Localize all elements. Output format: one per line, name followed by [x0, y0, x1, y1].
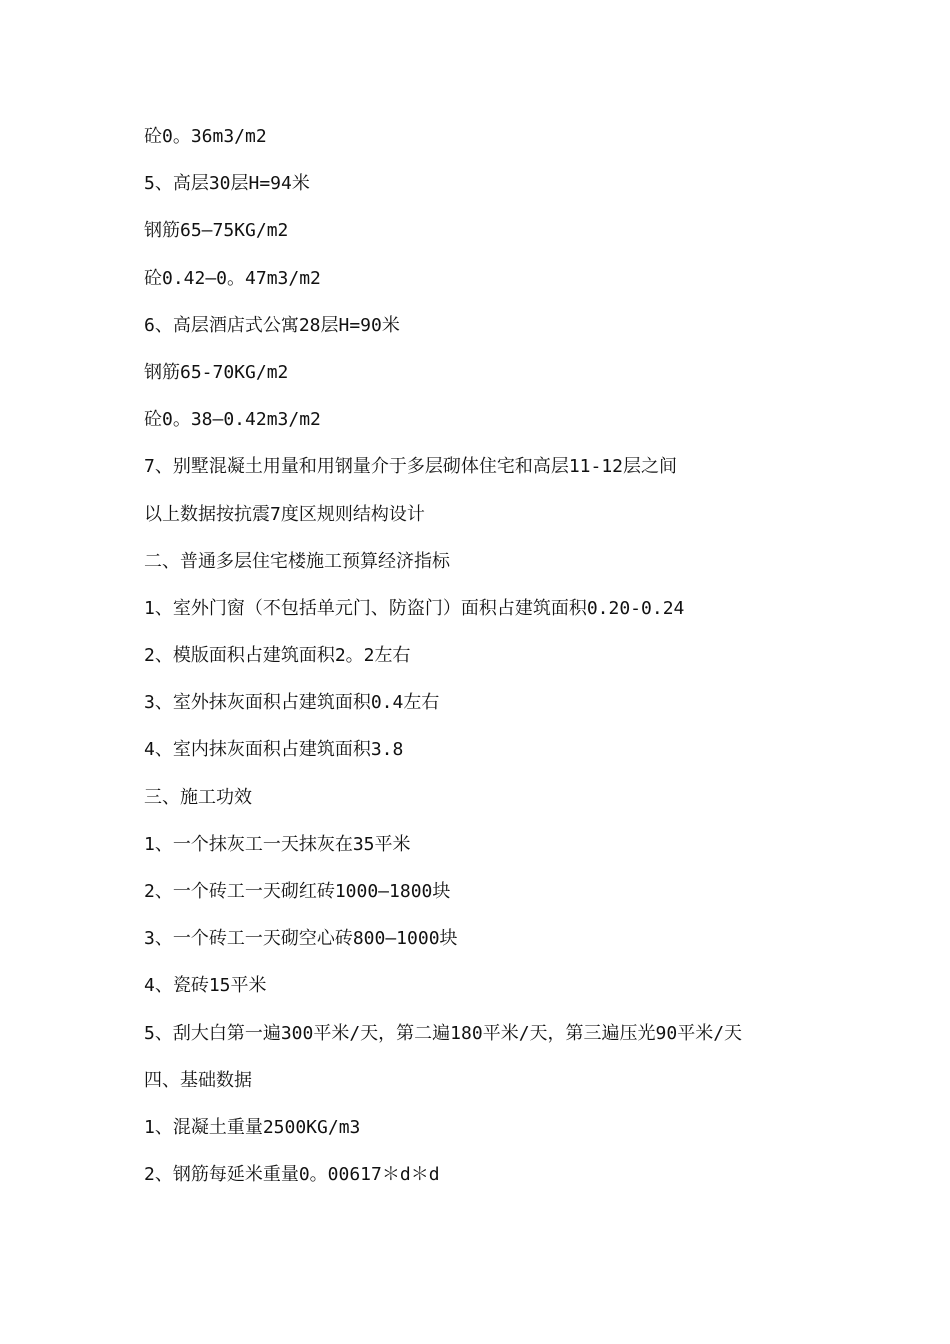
section-heading: 四、基础数据 — [144, 1069, 252, 1091]
text-line: 5、刮大白第一遍300平米/天，第二遍180平米/天，第三遍压光90平米/天 — [144, 1022, 743, 1044]
text-line: 2、一个砖工一天砌红砖1000—1800块 — [144, 881, 451, 902]
text-line: 砼0.42—0。47m3/m2 — [144, 267, 321, 289]
section-heading: 三、施工功效 — [144, 786, 252, 808]
text-line: 1、一个抹灰工一天抹灰在35平米 — [144, 833, 411, 855]
section-heading: 二、普通多层住宅楼施工预算经济指标 — [144, 550, 450, 572]
text-line: 2、钢筋每延米重量0。00617＊d＊d — [144, 1164, 440, 1186]
text-line: 6、高层酒店式公寓28层H=90米 — [144, 314, 400, 336]
text-line: 3、一个砖工一天砌空心砖800—1000块 — [144, 928, 458, 950]
text-line: 以上数据按抗震7度区规则结构设计 — [144, 503, 425, 525]
document-body — [144, 124, 924, 1209]
text-line: 钢筋65—75KG/m2 — [144, 220, 289, 242]
text-line: 7、别墅混凝土用量和用钢量介于多层砌体住宅和高层11-12层之间 — [144, 456, 678, 478]
text-line: 砼0。38—0.42m3/m2 — [144, 409, 321, 431]
text-line: 砼0。36m3/m2 — [144, 126, 267, 147]
text-line: 4、室内抹灰面积占建筑面积3.8 — [144, 739, 404, 761]
text-line: 1、室外门窗（不包括单元门、防盗门）面积占建筑面积0.20-0.24 — [144, 597, 685, 619]
text-line: 1、混凝土重量2500KG/m3 — [144, 1116, 361, 1138]
text-line: 4、瓷砖15平米 — [144, 975, 267, 997]
text-line: 钢筋65-70KG/m2 — [144, 361, 289, 383]
text-line: 3、室外抹灰面积占建筑面积0.4左右 — [144, 692, 440, 714]
text-line: 5、高层30层H=94米 — [144, 173, 310, 195]
text-line: 2、模版面积占建筑面积2。2左右 — [144, 645, 411, 667]
